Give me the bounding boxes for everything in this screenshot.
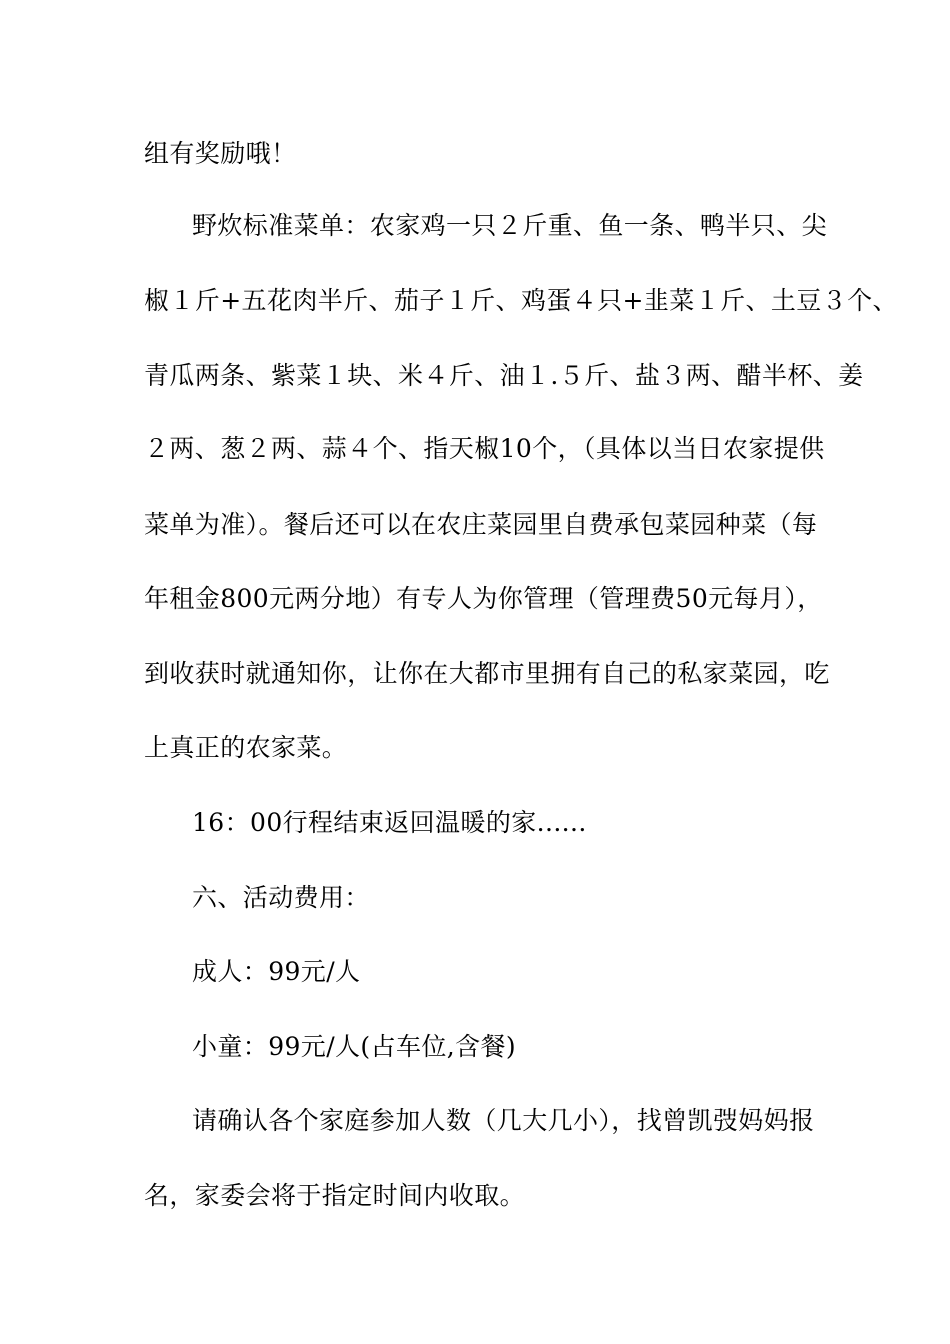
- menu-paragraph-line: 年租金800元两分地）有专人为你管理（管理费50元每月），: [144, 584, 823, 613]
- menu-paragraph-line: ２两、葱２两、蒜４个、指天椒10个，（具体以当日农家提供: [144, 434, 825, 463]
- text-line: 组有奖励哦！: [144, 139, 297, 168]
- registration-paragraph-line: 名，家委会将于指定时间内收取。: [144, 1181, 526, 1210]
- menu-paragraph-line: 野炊标准菜单：农家鸡一只２斤重、鱼一条、鸭半只、尖: [192, 211, 828, 240]
- schedule-line: 16：00行程结束返回温暖的家......: [192, 808, 587, 837]
- menu-paragraph-line: 上真正的农家菜。: [144, 733, 348, 762]
- menu-paragraph-line: 青瓜两条、紫菜１块、米４斤、油１.５斤、盐３两、醋半杯、姜: [144, 361, 864, 390]
- menu-paragraph-line: 椒１斤+五花肉半斤、茄子１斤、鸡蛋４只+韭菜１斤、土豆３个、: [144, 286, 898, 315]
- adult-fee-line: 成人：99元/人: [192, 957, 361, 986]
- menu-paragraph-line: 菜单为准）。餐后还可以在农庄菜园里自费承包菜园种菜（每: [144, 510, 818, 539]
- child-fee-line: 小童：99元/人(占车位,含餐): [192, 1032, 517, 1061]
- registration-paragraph-line: 请确认各个家庭参加人数（几大几小），找曾凯弢妈妈报: [192, 1106, 815, 1135]
- menu-paragraph-line: 到收获时就通知你，让你在大都市里拥有自己的私家菜园，吃: [144, 659, 830, 688]
- section-heading: 六、活动费用：: [192, 883, 370, 912]
